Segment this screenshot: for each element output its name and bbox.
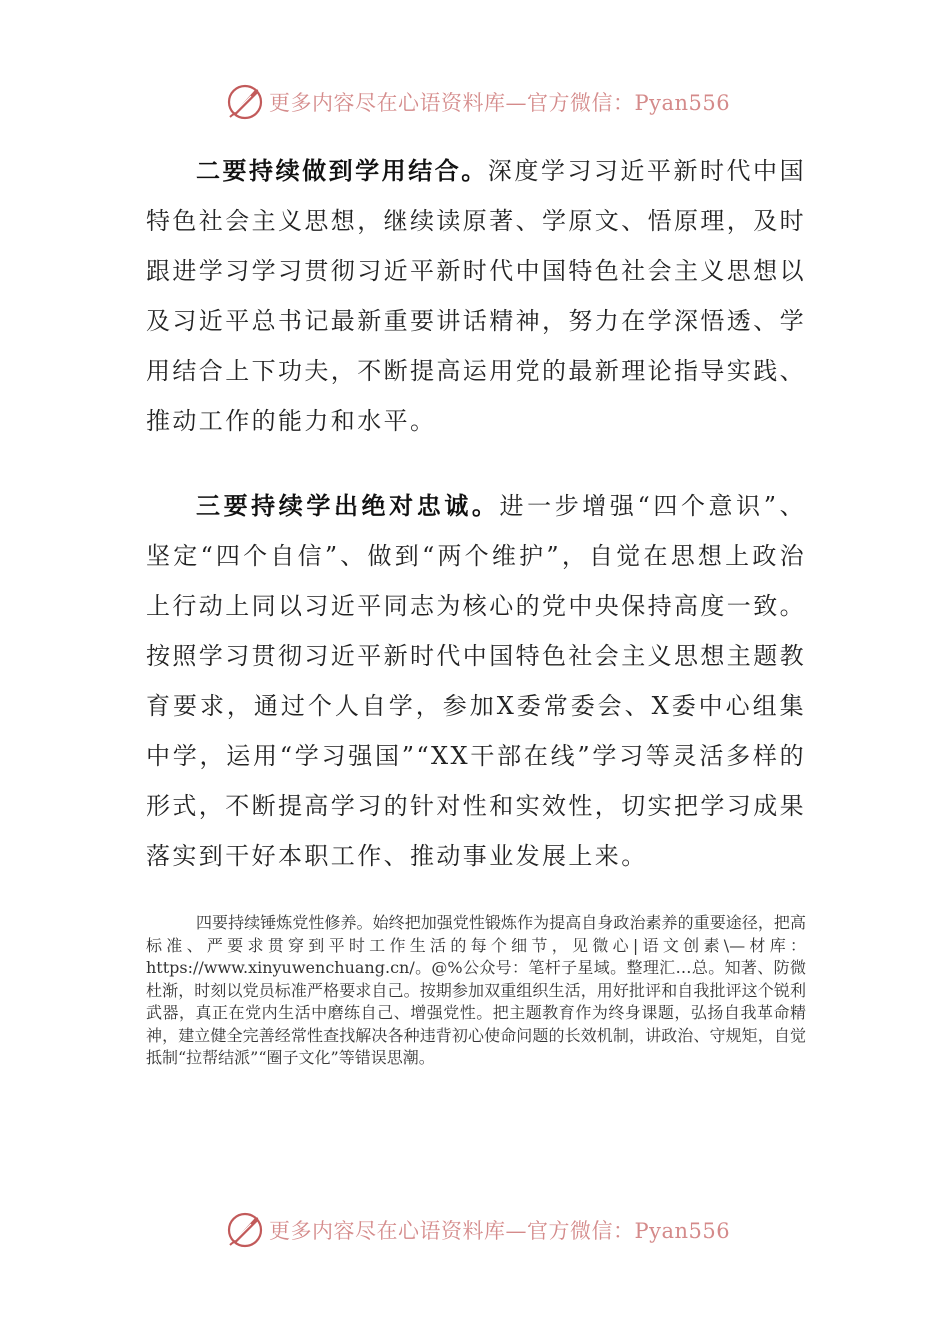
quill-pen-logo-icon (225, 82, 265, 122)
paragraph-3 (146, 481, 806, 881)
paragraph-lead: 三要持续学出绝对忠诚。 (196, 491, 500, 520)
header-banner (225, 80, 745, 124)
paragraph-body: 深度学习习近平新时代中国特色社会主义思想，继续读原著、学原文、悟原理，及时跟进学习学习贯彻习近平新时代中国特色社会主义思想以及习近平总书记最新重要讲话精神，努力在学深悟透、学用结合上下功夫，不断提高运用党的最新理论指导实践、推动工作的能力和水平。 (146, 157, 806, 435)
paragraph-lead: 二要持续做到学用结合。 (196, 156, 488, 185)
paragraph-4: 四要持续锤炼党性修养。始终把加强党性锻炼作为提高自身政治素养的重要途径，把高标准、严要求贯穿到平时工作生活的每个细节，见微心|语文创素\—材库：https://www.xinyuwenchuang.cn/。@%公众号：笔杆子星域。整理汇…总。知著、防微杜渐，时刻以党员标准严格要求自己。按期参加双重组织生活，用好批评和自我批评这个锐利武器，真正在党内生活中磨练自己、增强党性。把主题教育作为终身课题，弘扬自我革命精神，建立健全完善经常性查找解决各种违背初心使命问题的长效机制，讲政治、守规矩，自觉抵制“拉帮结派”“圈子文化”等错误思潮。 (146, 913, 806, 1067)
banner-text: 更多内容尽在心语资料库—官方微信：Pyan556 (269, 91, 731, 115)
paragraph-body: 进一步增强“四个意识”、坚定“四个自信”、做到“两个维护”，自觉在思想上政治上行动上同以习近平同志为核心的党中央保持高度一致。按照学习贯彻习近平新时代中国特色社会主义思想主题教育要求，通过个人自学，参加X委常委会、X委中心组集中学，运用“学习强国”“XX干部在线”学习等灵活多样的形式，不断提高学习的针对性和实效性，切实把学习成果落实到干好本职工作、推动事业发展上来。 (146, 492, 806, 870)
quill-pen-logo-icon (225, 1210, 265, 1250)
banner-text: 更多内容尽在心语资料库—官方微信：Pyan556 (269, 1219, 731, 1243)
footer-banner (225, 1208, 745, 1252)
paragraph-2 (146, 146, 806, 446)
